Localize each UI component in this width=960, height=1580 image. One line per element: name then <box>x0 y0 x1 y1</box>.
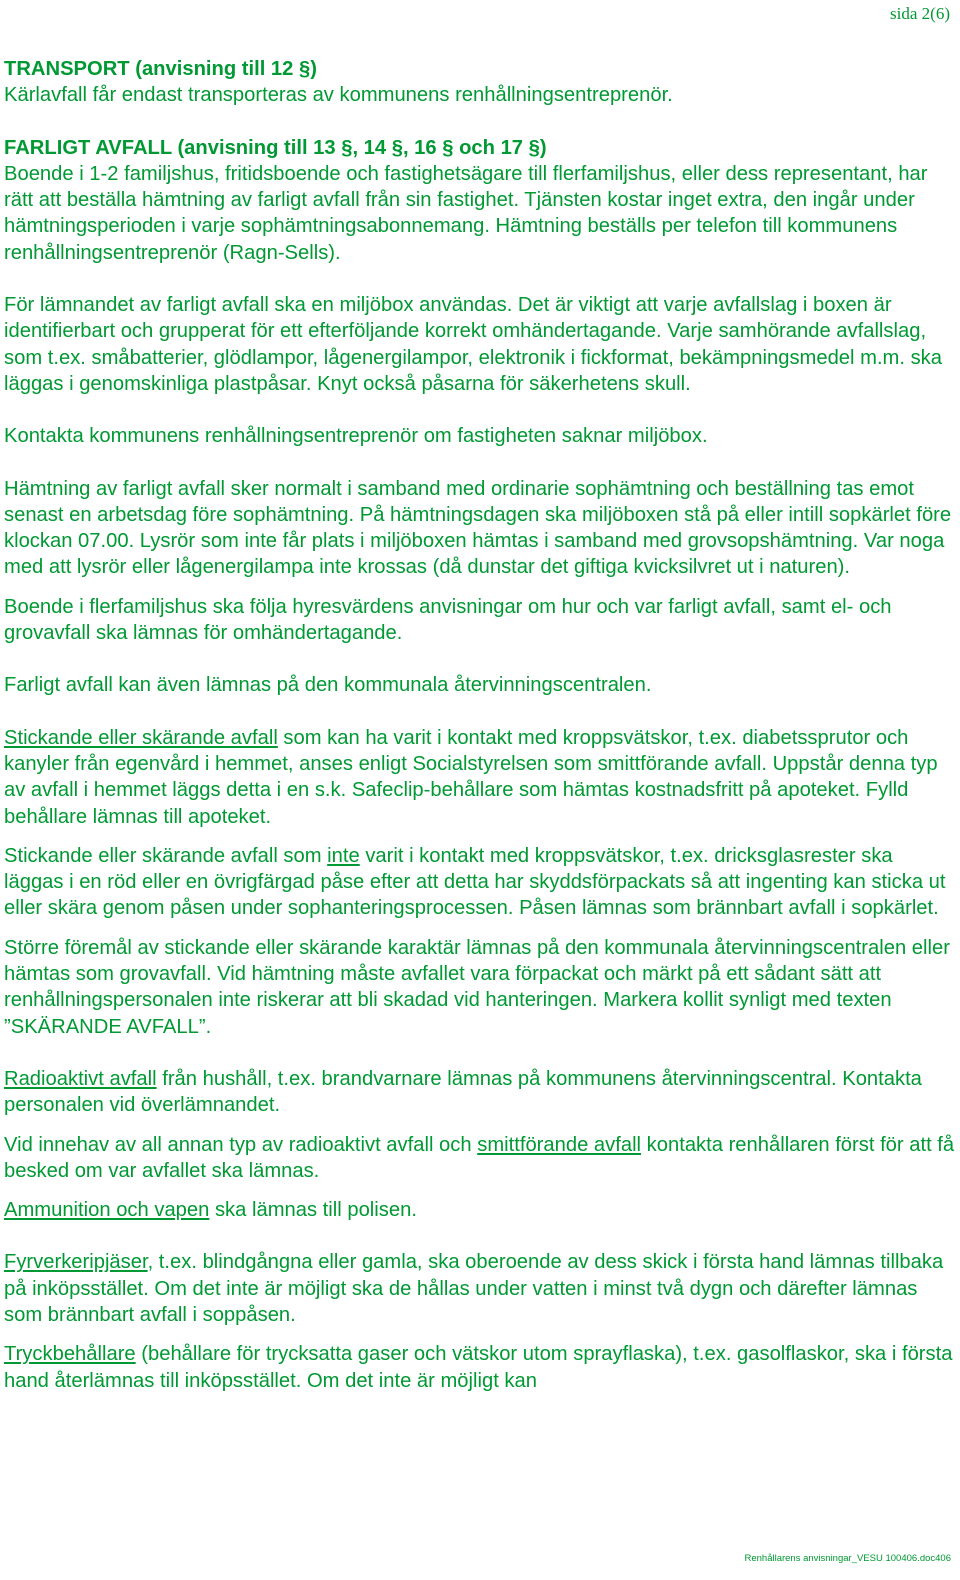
paragraph-text: Stickande eller skärande avfall som <box>4 844 328 867</box>
paragraph-transport: Kärlavfall får endast transporteras av kommunens renhållningsentreprenör. <box>4 84 673 107</box>
paragraph-annat-radioaktivt <box>4 1132 956 1185</box>
paragraph-text: varit i kontakt med kroppsvätskor, t.ex. dricksglasrester ska läggas i en röd eller en övrigfärgad påse efter att detta har skyddsförpackats så att ingenting kan sticka ut eller skära genom påsen under sophanteringsprocessen. Påsen lämnas som brännbart avfall i sopkärlet. <box>4 844 946 920</box>
paragraph-farligt-avfall-hamtning: Boende i 1-2 familjshus, fritidsboende och fastighetsägare till flerfamiljshus, eller dess representant, har rätt att beställa hämtning av farligt avfall från sin fastighet. Tjänsten kostar inget extra, den ingår under hämtningsperioden i varje sophämtningsabonnemang. Hämtning beställs per telefon till kommunens renhållningsentreprenör (Ragn-Sells). <box>4 162 928 264</box>
paragraph-text: (behållare för trycksatta gaser och vätskor utom sprayflaska), t.ex. gasolflaskor, ska i första hand återlämnas till inköpsstället. Om det inte är möjligt kan <box>4 1343 953 1392</box>
emphasis-inte: inte <box>327 844 360 867</box>
paragraph-ammunition <box>4 1197 956 1223</box>
link-radioaktivt-avfall[interactable]: Radioaktivt avfall <box>4 1067 157 1090</box>
paragraph-flerfamiljshus: Boende i flerfamiljshus ska följa hyresvärdens anvisningar om hur och var farligt avfall, samt el- och grovavfall ska lämnas för omhändertagande. <box>4 595 892 645</box>
paragraph-tryckbehallare <box>4 1341 956 1394</box>
document-body <box>4 56 956 1394</box>
link-tryckbehallare[interactable]: Tryckbehållare <box>4 1343 136 1366</box>
link-ammunition-och-vapen[interactable]: Ammunition och vapen <box>4 1199 210 1222</box>
paragraph-hamtningsdag: Hämtning av farligt avfall sker normalt i samband med ordinarie sophämtning och beställning tas emot senast en arbetsdag före sophämtning. På hämtningsdagen ska miljöboxen stå på eller intill sopkärlet före klockan 07.00. Lysrör som inte får plats i miljöboxen hämtas i samband med grovsopshämtning. Var noga med att lysrör eller lågenergilampa inte krossas (då dunstar det giftiga kvicksilvret ut i naturen). <box>4 477 952 579</box>
link-fyrverkeripjaser[interactable]: Fyrverkeripjäser <box>4 1251 148 1274</box>
paragraph-text: från hushåll, t.ex. brandvarnare lämnas på kommunens återvinningscentral. Kontakta personalen vid överlämnandet. <box>4 1067 922 1117</box>
paragraph-storre-foremal: Större föremål av stickande eller skärande karaktär lämnas på den kommunala återvinningscentralen eller hämtas som grovavfall. Vid hämtning måste avfallet vara förpackat och märkt på ett sådant sätt att renhållningspersonalen inte riskerar att bli skadad vid hanteringen. Markera kollit synligt med texten ”SKÄRANDE AVFALL”. <box>4 936 950 1038</box>
footer-document-name: Renhållarens anvisningar_VESU 100406.doc406 <box>744 1553 951 1564</box>
paragraph-text: som kan ha varit i kontakt med kroppsvätskor, t.ex. diabetssprutor och kanyler från egenvård i hemmet, anses enligt Socialstyrelsen som smittförande avfall. Uppstår denna typ av avfall i hemmet läggs detta i en s.k. Safeclip-behållare som hämtas kostnadsfritt på apoteket. Fylld behållare lämnas till apoteket. <box>4 726 938 828</box>
link-stickande-avfall[interactable]: Stickande eller skärande avfall <box>4 726 278 749</box>
paragraph-miljobox: För lämnandet av farligt avfall ska en miljöbox användas. Det är viktigt att varje avfallslag i boxen är identifierbart och grupperat för ett efterföljande korrekt omhändertagande. Varje samhörande avfallslag, som t.ex. småbatterier, glödlampor, lågenergilampor, elektronik i fickformat, bekämpningsmedel m.m. ska läggas i genomskinliga plastpåsar. Knyt också påsarna för säkerhetens skull. <box>4 294 942 395</box>
section-heading-farligt-avfall: FARLIGT AVFALL (anvisning till 13 §, 14 §, 16 § och 17 §) <box>4 136 547 159</box>
paragraph-text: Vid innehav av all annan typ av radioaktivt avfall och <box>4 1133 478 1156</box>
paragraph-stickande-smitt <box>4 725 956 830</box>
section-heading-transport: TRANSPORT (anvisning till 12 §) <box>4 58 317 80</box>
paragraph-text: ska lämnas till polisen. <box>209 1199 417 1222</box>
paragraph-atervinningscentral: Farligt avfall kan även lämnas på den kommunala återvinningscentralen. <box>4 674 652 697</box>
link-smittforande-avfall[interactable]: smittförande avfall <box>477 1133 642 1156</box>
paragraph-text: kontakta renhållaren först för att få besked om var avfallet ska lämnas. <box>4 1133 955 1182</box>
paragraph-text: , t.ex. blindgångna eller gamla, ska oberoende av dess skick i första hand lämnas tillbaka på inköpsstället. Om det inte är möjligt ska de hållas under vatten i minst två dygn och därefter lämnas som brännbart avfall i soppåsen. <box>4 1251 944 1326</box>
page-number: sida 2(6) <box>890 4 950 23</box>
paragraph-fyrverkeri <box>4 1249 956 1328</box>
paragraph-kontakta: Kontakta kommunens renhållningsentreprenör om fastigheten saknar miljöbox. <box>4 425 708 448</box>
paragraph-stickande-ej-smitt <box>4 843 956 922</box>
paragraph-radioaktivt <box>4 1066 956 1119</box>
